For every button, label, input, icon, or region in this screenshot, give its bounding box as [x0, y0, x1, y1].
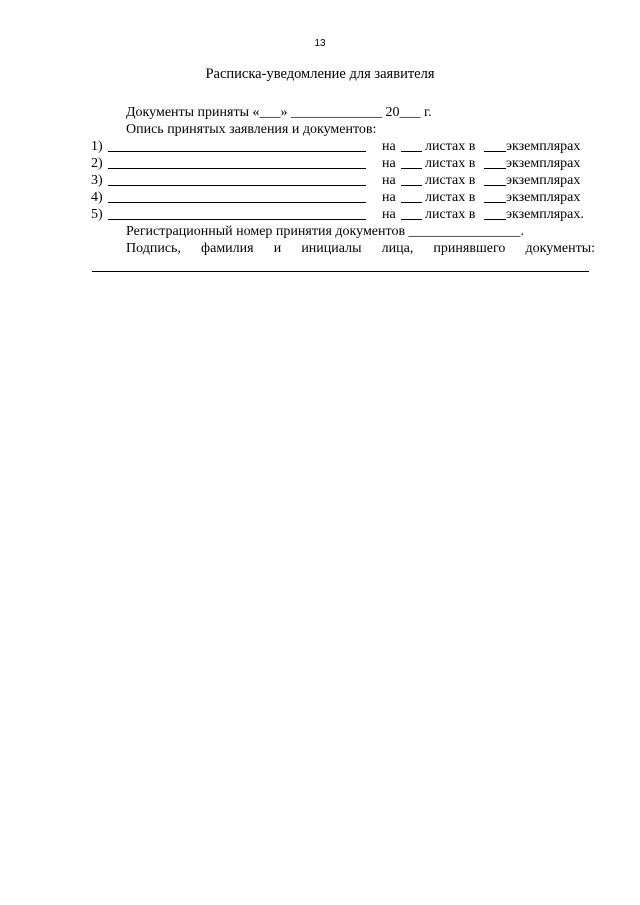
document-title: Расписка-уведомление для заявителя [205, 66, 435, 82]
sheets-count-blank [401, 185, 422, 186]
item-copies-label: экземплярах [506, 139, 581, 154]
copies-count-blank [484, 202, 506, 203]
item-on-label: на [382, 173, 396, 188]
inventory-list [91, 138, 589, 223]
document-name-blank [108, 202, 366, 203]
page-number: 13 [314, 38, 326, 49]
copies-count-blank [484, 151, 506, 152]
signature-blank-rule [92, 271, 589, 272]
inventory-item-1 [91, 138, 589, 155]
item-on-label: на [382, 156, 396, 171]
inventory-item-2 [91, 155, 589, 172]
document-name-blank [108, 151, 366, 152]
item-on-label: на [382, 207, 396, 222]
item-number: 1) [91, 139, 103, 154]
copies-count-blank [484, 219, 506, 220]
item-sheets-label: листах в [425, 156, 476, 171]
item-number: 2) [91, 156, 103, 171]
item-on-label: на [382, 139, 396, 154]
sheets-count-blank [401, 168, 422, 169]
item-sheets-label: листах в [425, 139, 476, 154]
signature-line: Подпись, фамилия и инициалы лица, принявшего документы: [126, 241, 595, 256]
copies-count-blank [484, 168, 506, 169]
document-name-blank [108, 185, 366, 186]
sheets-count-blank [401, 202, 422, 203]
sheets-count-blank [401, 151, 422, 152]
item-number: 5) [91, 207, 103, 222]
inventory-heading: Опись принятых заявления и документов: [126, 122, 377, 137]
item-copies-label: экземплярах [506, 173, 581, 188]
item-copies-label: экземплярах [506, 190, 581, 205]
document-name-blank [108, 168, 366, 169]
copies-count-blank [484, 185, 506, 186]
item-copies-label: экземплярах. [506, 207, 584, 222]
inventory-item-4 [91, 189, 589, 206]
document-name-blank [108, 219, 366, 220]
registration-number-line: Регистрационный номер принятия документов ________________. [126, 224, 525, 239]
item-on-label: на [382, 190, 396, 205]
sheets-count-blank [401, 219, 422, 220]
item-sheets-label: листах в [425, 190, 476, 205]
inventory-item-5 [91, 206, 589, 223]
accepted-date-line: Документы приняты «___» _____________ 20___ г. [126, 105, 432, 120]
item-number: 3) [91, 173, 103, 188]
item-number: 4) [91, 190, 103, 205]
inventory-item-3 [91, 172, 589, 189]
item-sheets-label: листах в [425, 173, 476, 188]
item-sheets-label: листах в [425, 207, 476, 222]
item-copies-label: экземплярах [506, 156, 581, 171]
